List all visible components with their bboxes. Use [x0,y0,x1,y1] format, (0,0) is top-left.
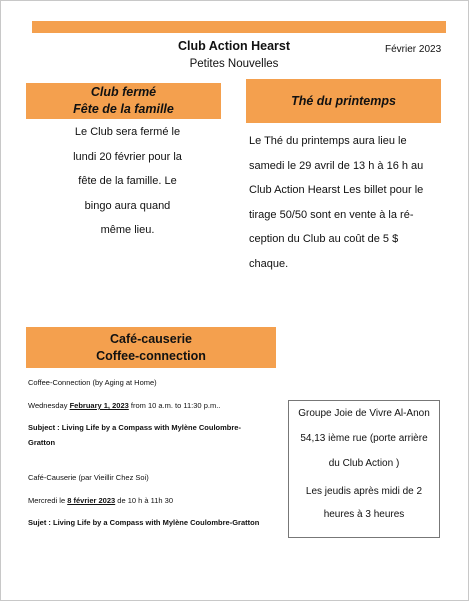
alanon-line: 54,13 ième rue (porte arrière [300,433,428,444]
alanon-line: du Club Action ) [328,458,400,469]
text-line: ception du Club au coût de 5 $ [249,233,399,245]
subject-line: Sujet : Living Life by a Compass with Mylène Coulombre-Gratton [28,518,260,527]
club-closed-text [29,120,226,243]
event-date: 8 février 2023 [67,496,116,505]
text-line: Club Action Hearst Les billet pour le [249,184,424,196]
time-text: from 10 a.m. to 11:30 p.m.. [130,401,221,410]
alanon-line: heures à 3 heures [323,509,405,520]
alanon-box [288,400,440,538]
coffee-connection-subject-cont [28,438,55,447]
club-closed-heading [26,83,221,119]
cafe-causerie-heading [26,327,276,368]
spring-tea-heading-text: Thé du printemps [291,93,396,108]
time-text: de 10 h à 11h 30 [117,496,174,505]
cafe-causerie-subject [28,518,259,527]
text-line: fête de la famille. Le [78,175,177,187]
le-text: le [59,496,66,505]
text-line: Le Club sera fermé le [74,126,181,138]
event-date: February 1, 2023 [69,401,129,410]
text-line: samedi le 29 avril de 13 h à 16 h au [249,159,424,172]
text-line: lundi 20 février pour la [73,150,182,163]
spring-tea-heading [246,79,441,123]
spring-tea-text [249,129,445,276]
header-accent-bar [32,21,446,33]
day-text: Wednesday [28,401,68,410]
alanon-line: Groupe Joie de Vivre Al-Anon [298,408,430,419]
issue-date: Février 2023 [385,44,442,55]
text-line: même lieu. [100,224,155,236]
coffee-connection-when [28,401,220,410]
newsletter-title: Club Action Hearst [177,39,291,53]
alanon-line: Les jeudis après midi de 2 [305,486,423,497]
subject-line: Gratton [28,438,56,447]
coffee-connection-intro: Coffee-Connection (by Aging at Home) [28,378,157,387]
cafe-causerie-when [28,496,173,505]
day-text: Mercredi [28,496,58,505]
text-line: bingo aura quand [84,199,171,212]
cafe-heading-line2: Coffee-connection [96,348,206,363]
text-line: tirage 50/50 sont en vente à la ré- [249,208,414,221]
club-closed-heading-line2: Fête de la famille [73,102,174,116]
subject-line: Subject : Living Life by a Compass with Mylène Coulombre- [28,423,241,432]
newsletter-subtitle: Petites Nouvelles [189,58,279,70]
club-closed-heading-line1: Club fermé [90,85,157,99]
cafe-causerie-intro: Café-Causerie (par Vieillir Chez Soi) [28,473,149,482]
text-line: chaque. [249,257,289,270]
text-line: Le Thé du printemps aura lieu le [249,135,407,147]
coffee-connection-subject [28,423,241,432]
cafe-heading-line1: Café-causerie [110,331,192,346]
